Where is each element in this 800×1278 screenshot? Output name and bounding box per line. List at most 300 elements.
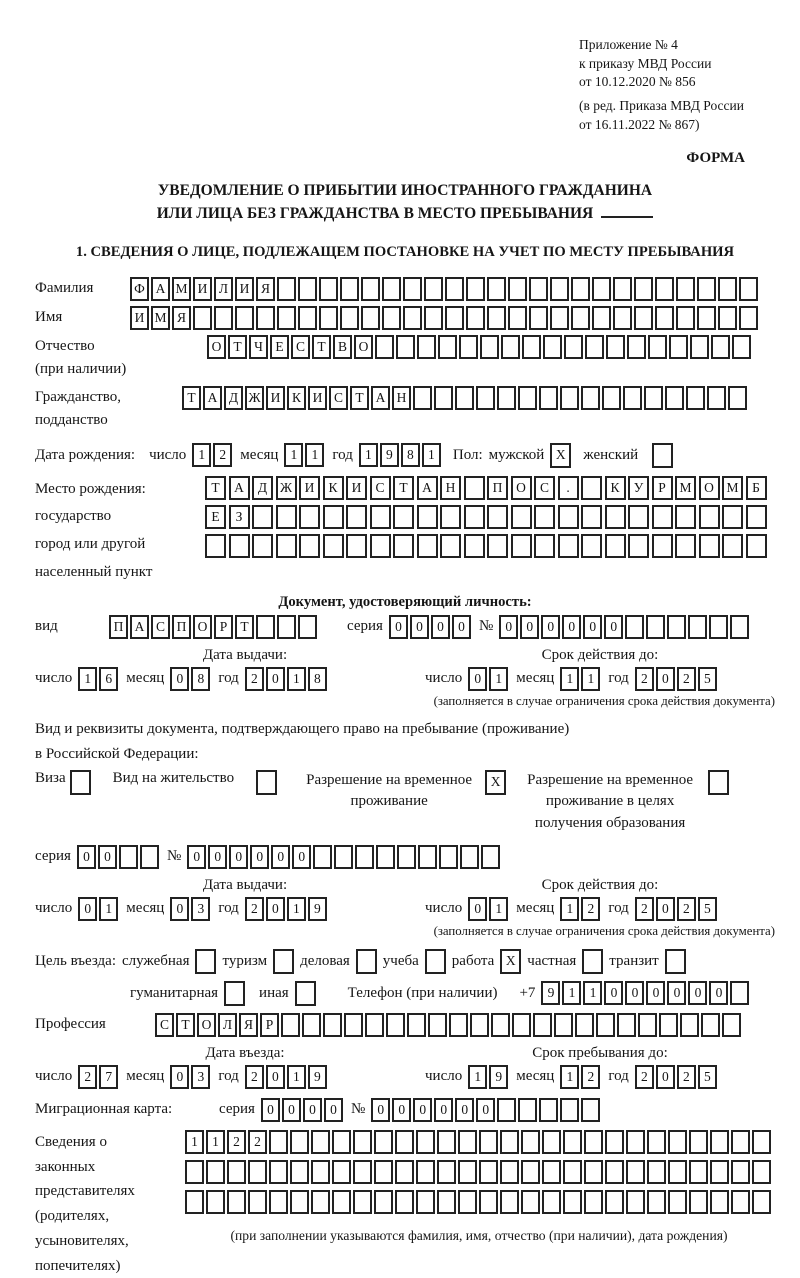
char-cell[interactable]	[602, 386, 621, 410]
char-cell[interactable]	[424, 277, 443, 301]
study-checkbox[interactable]	[425, 949, 446, 974]
char-cell[interactable]: М	[675, 476, 696, 500]
char-cell[interactable]	[560, 386, 579, 410]
char-cell[interactable]	[659, 1013, 678, 1037]
char-cell[interactable]	[542, 1160, 561, 1184]
char-cell[interactable]	[542, 1130, 561, 1154]
char-cell[interactable]	[697, 277, 716, 301]
char-cell[interactable]	[269, 1190, 288, 1214]
char-cell[interactable]	[518, 1098, 537, 1122]
res-series-cells[interactable]	[77, 845, 161, 869]
char-cell[interactable]	[534, 534, 555, 558]
char-cell[interactable]: Ж	[245, 386, 264, 410]
char-cell[interactable]	[571, 306, 590, 330]
char-cell[interactable]: 1	[422, 443, 441, 467]
char-cell[interactable]	[302, 1013, 321, 1037]
citizenship-cells[interactable]	[182, 386, 749, 410]
res-valid-day-cells[interactable]	[468, 897, 510, 921]
char-cell[interactable]	[375, 335, 394, 359]
char-cell[interactable]	[403, 306, 422, 330]
doc-type-cells[interactable]	[109, 615, 319, 639]
char-cell[interactable]: А	[371, 386, 390, 410]
char-cell[interactable]	[313, 845, 332, 869]
char-cell[interactable]	[466, 306, 485, 330]
char-cell[interactable]: 0	[604, 615, 623, 639]
entry-year-cells[interactable]	[245, 1065, 329, 1089]
phone-cells[interactable]	[541, 981, 751, 1005]
char-cell[interactable]	[227, 1190, 246, 1214]
char-cell[interactable]	[746, 534, 767, 558]
char-cell[interactable]	[605, 534, 626, 558]
char-cell[interactable]	[623, 386, 642, 410]
char-cell[interactable]	[395, 1130, 414, 1154]
char-cell[interactable]	[417, 335, 436, 359]
char-cell[interactable]: 1	[489, 897, 508, 921]
char-cell[interactable]: 2	[213, 443, 232, 467]
char-cell[interactable]: 0	[170, 1065, 189, 1089]
char-cell[interactable]: 2	[245, 897, 264, 921]
char-cell[interactable]: 0	[324, 1098, 343, 1122]
char-cell[interactable]: 0	[208, 845, 227, 869]
id-number-cells[interactable]	[499, 615, 751, 639]
char-cell[interactable]: 0	[709, 981, 728, 1005]
char-cell[interactable]: 0	[625, 981, 644, 1005]
char-cell[interactable]	[276, 505, 297, 529]
char-cell[interactable]: 5	[698, 897, 717, 921]
char-cell[interactable]	[374, 1130, 393, 1154]
checkbox-cell[interactable]	[295, 981, 316, 1006]
char-cell[interactable]	[521, 1160, 540, 1184]
char-cell[interactable]: 0	[261, 1098, 280, 1122]
char-cell[interactable]	[346, 505, 367, 529]
char-cell[interactable]: 1	[560, 1065, 579, 1089]
char-cell[interactable]	[690, 335, 709, 359]
char-cell[interactable]: И	[346, 476, 367, 500]
char-cell[interactable]	[290, 1190, 309, 1214]
char-cell[interactable]: 1	[284, 443, 303, 467]
char-cell[interactable]	[455, 386, 474, 410]
char-cell[interactable]: Л	[214, 277, 233, 301]
char-cell[interactable]	[500, 1190, 519, 1214]
tourism-checkbox[interactable]	[273, 949, 294, 974]
char-cell[interactable]	[550, 277, 569, 301]
char-cell[interactable]: 2	[677, 1065, 696, 1089]
char-cell[interactable]: 1	[287, 1065, 306, 1089]
char-cell[interactable]: С	[370, 476, 391, 500]
mc-number-cells[interactable]	[371, 1098, 602, 1122]
checkbox-cell[interactable]	[652, 443, 673, 468]
char-cell[interactable]	[340, 277, 359, 301]
char-cell[interactable]: С	[534, 476, 555, 500]
char-cell[interactable]	[558, 534, 579, 558]
char-cell[interactable]	[730, 615, 749, 639]
char-cell[interactable]	[193, 306, 212, 330]
char-cell[interactable]: 2	[245, 667, 264, 691]
char-cell[interactable]	[512, 1013, 531, 1037]
char-cell[interactable]: 2	[248, 1130, 267, 1154]
char-cell[interactable]	[529, 306, 548, 330]
char-cell[interactable]	[581, 386, 600, 410]
char-cell[interactable]	[731, 1160, 750, 1184]
char-cell[interactable]	[252, 534, 273, 558]
char-cell[interactable]: Р	[214, 615, 233, 639]
char-cell[interactable]	[277, 306, 296, 330]
residence-permit-checkbox[interactable]	[256, 770, 277, 795]
char-cell[interactable]	[605, 1190, 624, 1214]
profession-cells[interactable]	[155, 1013, 743, 1037]
char-cell[interactable]: .	[558, 476, 579, 500]
char-cell[interactable]: 0	[604, 981, 623, 1005]
char-cell[interactable]: 2	[78, 1065, 97, 1089]
transit-checkbox[interactable]	[665, 949, 686, 974]
char-cell[interactable]	[560, 1098, 579, 1122]
char-cell[interactable]	[718, 277, 737, 301]
char-cell[interactable]	[370, 534, 391, 558]
char-cell[interactable]	[205, 534, 226, 558]
char-cell[interactable]: 0	[656, 897, 675, 921]
char-cell[interactable]: 9	[308, 897, 327, 921]
char-cell[interactable]: 0	[667, 981, 686, 1005]
char-cell[interactable]	[501, 335, 520, 359]
char-cell[interactable]	[625, 615, 644, 639]
char-cell[interactable]	[628, 534, 649, 558]
char-cell[interactable]: С	[151, 615, 170, 639]
business-checkbox[interactable]	[356, 949, 377, 974]
id-valid-day-cells[interactable]	[468, 667, 510, 691]
char-cell[interactable]	[722, 1013, 741, 1037]
char-cell[interactable]	[428, 1013, 447, 1037]
char-cell[interactable]: Р	[260, 1013, 279, 1037]
char-cell[interactable]	[252, 505, 273, 529]
char-cell[interactable]	[346, 534, 367, 558]
char-cell[interactable]	[374, 1190, 393, 1214]
given-name-cells[interactable]	[130, 306, 760, 330]
char-cell[interactable]: У	[628, 476, 649, 500]
char-cell[interactable]	[665, 386, 684, 410]
char-cell[interactable]	[361, 277, 380, 301]
char-cell[interactable]: 0	[250, 845, 269, 869]
temp-residence-checkbox[interactable]	[485, 770, 506, 795]
char-cell[interactable]	[617, 1013, 636, 1037]
char-cell[interactable]	[460, 845, 479, 869]
char-cell[interactable]	[332, 1130, 351, 1154]
char-cell[interactable]: 0	[468, 897, 487, 921]
checkbox-cell[interactable]	[224, 981, 245, 1006]
char-cell[interactable]	[626, 1130, 645, 1154]
char-cell[interactable]	[393, 534, 414, 558]
char-cell[interactable]: 1	[489, 667, 508, 691]
char-cell[interactable]: Д	[224, 386, 243, 410]
res-issue-month-cells[interactable]	[170, 897, 212, 921]
char-cell[interactable]	[655, 306, 674, 330]
char-cell[interactable]	[711, 335, 730, 359]
char-cell[interactable]: 0	[371, 1098, 390, 1122]
char-cell[interactable]	[699, 505, 720, 529]
char-cell[interactable]	[206, 1190, 225, 1214]
char-cell[interactable]	[668, 1190, 687, 1214]
char-cell[interactable]	[323, 534, 344, 558]
char-cell[interactable]	[466, 277, 485, 301]
char-cell[interactable]	[554, 1013, 573, 1037]
birth-place-cells-row3[interactable]	[205, 534, 769, 558]
char-cell[interactable]: П	[109, 615, 128, 639]
char-cell[interactable]	[575, 1013, 594, 1037]
char-cell[interactable]: И	[308, 386, 327, 410]
checkbox-cell[interactable]	[195, 949, 216, 974]
char-cell[interactable]	[445, 306, 464, 330]
checkbox-cell[interactable]: X	[500, 949, 521, 974]
char-cell[interactable]	[689, 1130, 708, 1154]
char-cell[interactable]	[584, 1130, 603, 1154]
char-cell[interactable]	[627, 335, 646, 359]
char-cell[interactable]: 0	[520, 615, 539, 639]
char-cell[interactable]: 0	[410, 615, 429, 639]
char-cell[interactable]	[648, 335, 667, 359]
checkbox-cell[interactable]	[256, 770, 277, 795]
char-cell[interactable]	[424, 306, 443, 330]
char-cell[interactable]	[416, 1160, 435, 1184]
char-cell[interactable]	[418, 845, 437, 869]
char-cell[interactable]	[319, 277, 338, 301]
char-cell[interactable]	[437, 1160, 456, 1184]
char-cell[interactable]	[497, 386, 516, 410]
char-cell[interactable]: 0	[656, 1065, 675, 1089]
char-cell[interactable]: 0	[392, 1098, 411, 1122]
char-cell[interactable]: 1	[562, 981, 581, 1005]
reps-cells-row2[interactable]	[185, 1160, 773, 1184]
char-cell[interactable]: 0	[266, 897, 285, 921]
char-cell[interactable]: 9	[380, 443, 399, 467]
char-cell[interactable]	[438, 335, 457, 359]
char-cell[interactable]: Я	[256, 277, 275, 301]
char-cell[interactable]: П	[487, 476, 508, 500]
char-cell[interactable]: Т	[393, 476, 414, 500]
char-cell[interactable]	[626, 1160, 645, 1184]
char-cell[interactable]	[563, 1190, 582, 1214]
char-cell[interactable]: 2	[635, 897, 654, 921]
char-cell[interactable]	[353, 1190, 372, 1214]
char-cell[interactable]	[669, 335, 688, 359]
char-cell[interactable]: О	[207, 335, 226, 359]
checkbox-cell[interactable]	[708, 770, 729, 795]
char-cell[interactable]	[437, 1130, 456, 1154]
char-cell[interactable]	[416, 1130, 435, 1154]
char-cell[interactable]: 2	[227, 1130, 246, 1154]
char-cell[interactable]: 1	[78, 667, 97, 691]
char-cell[interactable]: 1	[206, 1130, 225, 1154]
temp-residence-edu-checkbox[interactable]	[708, 770, 729, 795]
char-cell[interactable]: 3	[191, 1065, 210, 1089]
char-cell[interactable]	[542, 1190, 561, 1214]
other-checkbox[interactable]	[295, 981, 316, 1006]
char-cell[interactable]: Т	[228, 335, 247, 359]
char-cell[interactable]	[185, 1160, 204, 1184]
id-valid-year-cells[interactable]	[635, 667, 719, 691]
char-cell[interactable]: 1	[581, 667, 600, 691]
char-cell[interactable]	[382, 306, 401, 330]
char-cell[interactable]	[376, 845, 395, 869]
char-cell[interactable]	[355, 845, 374, 869]
char-cell[interactable]	[606, 335, 625, 359]
char-cell[interactable]	[508, 277, 527, 301]
char-cell[interactable]: Ч	[249, 335, 268, 359]
char-cell[interactable]	[585, 335, 604, 359]
char-cell[interactable]	[518, 386, 537, 410]
char-cell[interactable]	[644, 386, 663, 410]
char-cell[interactable]	[739, 306, 758, 330]
char-cell[interactable]	[323, 1013, 342, 1037]
char-cell[interactable]	[440, 505, 461, 529]
char-cell[interactable]	[248, 1160, 267, 1184]
char-cell[interactable]: Т	[235, 615, 254, 639]
char-cell[interactable]: Б	[746, 476, 767, 500]
work-checkbox[interactable]	[500, 949, 521, 974]
char-cell[interactable]	[353, 1160, 372, 1184]
char-cell[interactable]	[229, 534, 250, 558]
char-cell[interactable]	[680, 1013, 699, 1037]
char-cell[interactable]: 0	[562, 615, 581, 639]
char-cell[interactable]	[332, 1190, 351, 1214]
char-cell[interactable]	[319, 306, 338, 330]
checkbox-cell[interactable]	[356, 949, 377, 974]
char-cell[interactable]: 0	[271, 845, 290, 869]
char-cell[interactable]: 9	[541, 981, 560, 1005]
char-cell[interactable]: О	[193, 615, 212, 639]
char-cell[interactable]	[395, 1190, 414, 1214]
char-cell[interactable]	[722, 534, 743, 558]
char-cell[interactable]: 0	[187, 845, 206, 869]
char-cell[interactable]	[332, 1160, 351, 1184]
char-cell[interactable]	[281, 1013, 300, 1037]
char-cell[interactable]	[596, 1013, 615, 1037]
char-cell[interactable]: Я	[172, 306, 191, 330]
char-cell[interactable]: 2	[581, 1065, 600, 1089]
char-cell[interactable]	[353, 1130, 372, 1154]
official-checkbox[interactable]	[195, 949, 216, 974]
char-cell[interactable]: Е	[205, 505, 226, 529]
char-cell[interactable]	[613, 306, 632, 330]
char-cell[interactable]	[652, 505, 673, 529]
char-cell[interactable]	[395, 1160, 414, 1184]
char-cell[interactable]: М	[172, 277, 191, 301]
char-cell[interactable]: 2	[635, 667, 654, 691]
checkbox-cell[interactable]	[425, 949, 446, 974]
char-cell[interactable]	[458, 1190, 477, 1214]
char-cell[interactable]	[689, 1160, 708, 1184]
char-cell[interactable]: 9	[308, 1065, 327, 1089]
char-cell[interactable]	[511, 534, 532, 558]
birth-year-cells[interactable]	[359, 443, 443, 467]
char-cell[interactable]	[459, 335, 478, 359]
char-cell[interactable]	[628, 505, 649, 529]
char-cell[interactable]	[487, 277, 506, 301]
char-cell[interactable]: А	[151, 277, 170, 301]
checkbox-cell[interactable]	[70, 770, 91, 795]
char-cell[interactable]	[638, 1013, 657, 1037]
char-cell[interactable]: 0	[656, 667, 675, 691]
char-cell[interactable]: 1	[192, 443, 211, 467]
char-cell[interactable]: 0	[431, 615, 450, 639]
id-valid-month-cells[interactable]	[560, 667, 602, 691]
char-cell[interactable]	[534, 505, 555, 529]
char-cell[interactable]	[675, 534, 696, 558]
char-cell[interactable]: М	[722, 476, 743, 500]
entry-month-cells[interactable]	[170, 1065, 212, 1089]
char-cell[interactable]	[508, 306, 527, 330]
char-cell[interactable]: 0	[434, 1098, 453, 1122]
char-cell[interactable]	[277, 615, 296, 639]
char-cell[interactable]: И	[193, 277, 212, 301]
char-cell[interactable]: 0	[266, 1065, 285, 1089]
char-cell[interactable]	[676, 277, 695, 301]
char-cell[interactable]	[491, 1013, 510, 1037]
char-cell[interactable]	[626, 1190, 645, 1214]
char-cell[interactable]	[445, 277, 464, 301]
char-cell[interactable]: 1	[359, 443, 378, 467]
char-cell[interactable]: 1	[560, 897, 579, 921]
char-cell[interactable]	[652, 534, 673, 558]
char-cell[interactable]	[521, 1130, 540, 1154]
char-cell[interactable]	[214, 306, 233, 330]
char-cell[interactable]	[634, 306, 653, 330]
char-cell[interactable]	[311, 1130, 330, 1154]
char-cell[interactable]: 0	[282, 1098, 301, 1122]
char-cell[interactable]	[382, 277, 401, 301]
char-cell[interactable]	[479, 1160, 498, 1184]
char-cell[interactable]	[449, 1013, 468, 1037]
char-cell[interactable]: 0	[541, 615, 560, 639]
char-cell[interactable]	[647, 1130, 666, 1154]
char-cell[interactable]: 0	[455, 1098, 474, 1122]
char-cell[interactable]	[470, 1013, 489, 1037]
char-cell[interactable]: 5	[698, 1065, 717, 1089]
char-cell[interactable]: 0	[452, 615, 471, 639]
char-cell[interactable]	[269, 1160, 288, 1184]
char-cell[interactable]	[487, 505, 508, 529]
char-cell[interactable]	[311, 1160, 330, 1184]
char-cell[interactable]: 0	[170, 667, 189, 691]
char-cell[interactable]: 0	[646, 981, 665, 1005]
char-cell[interactable]	[730, 981, 749, 1005]
checkbox-cell[interactable]	[273, 949, 294, 974]
char-cell[interactable]	[731, 1190, 750, 1214]
char-cell[interactable]: О	[511, 476, 532, 500]
char-cell[interactable]	[458, 1130, 477, 1154]
private-checkbox[interactable]	[582, 949, 603, 974]
char-cell[interactable]: 0	[499, 615, 518, 639]
char-cell[interactable]	[731, 1130, 750, 1154]
char-cell[interactable]	[710, 1130, 729, 1154]
char-cell[interactable]	[564, 335, 583, 359]
char-cell[interactable]: 0	[170, 897, 189, 921]
char-cell[interactable]	[707, 386, 726, 410]
char-cell[interactable]: 0	[98, 845, 117, 869]
char-cell[interactable]	[605, 1160, 624, 1184]
male-checkbox[interactable]	[550, 443, 571, 468]
char-cell[interactable]: 0	[292, 845, 311, 869]
char-cell[interactable]: 0	[229, 845, 248, 869]
char-cell[interactable]	[479, 1130, 498, 1154]
char-cell[interactable]	[248, 1190, 267, 1214]
char-cell[interactable]: С	[155, 1013, 174, 1037]
char-cell[interactable]: 6	[99, 667, 118, 691]
char-cell[interactable]	[487, 534, 508, 558]
char-cell[interactable]	[571, 277, 590, 301]
char-cell[interactable]	[675, 505, 696, 529]
char-cell[interactable]: А	[203, 386, 222, 410]
char-cell[interactable]: 1	[287, 667, 306, 691]
char-cell[interactable]	[290, 1130, 309, 1154]
